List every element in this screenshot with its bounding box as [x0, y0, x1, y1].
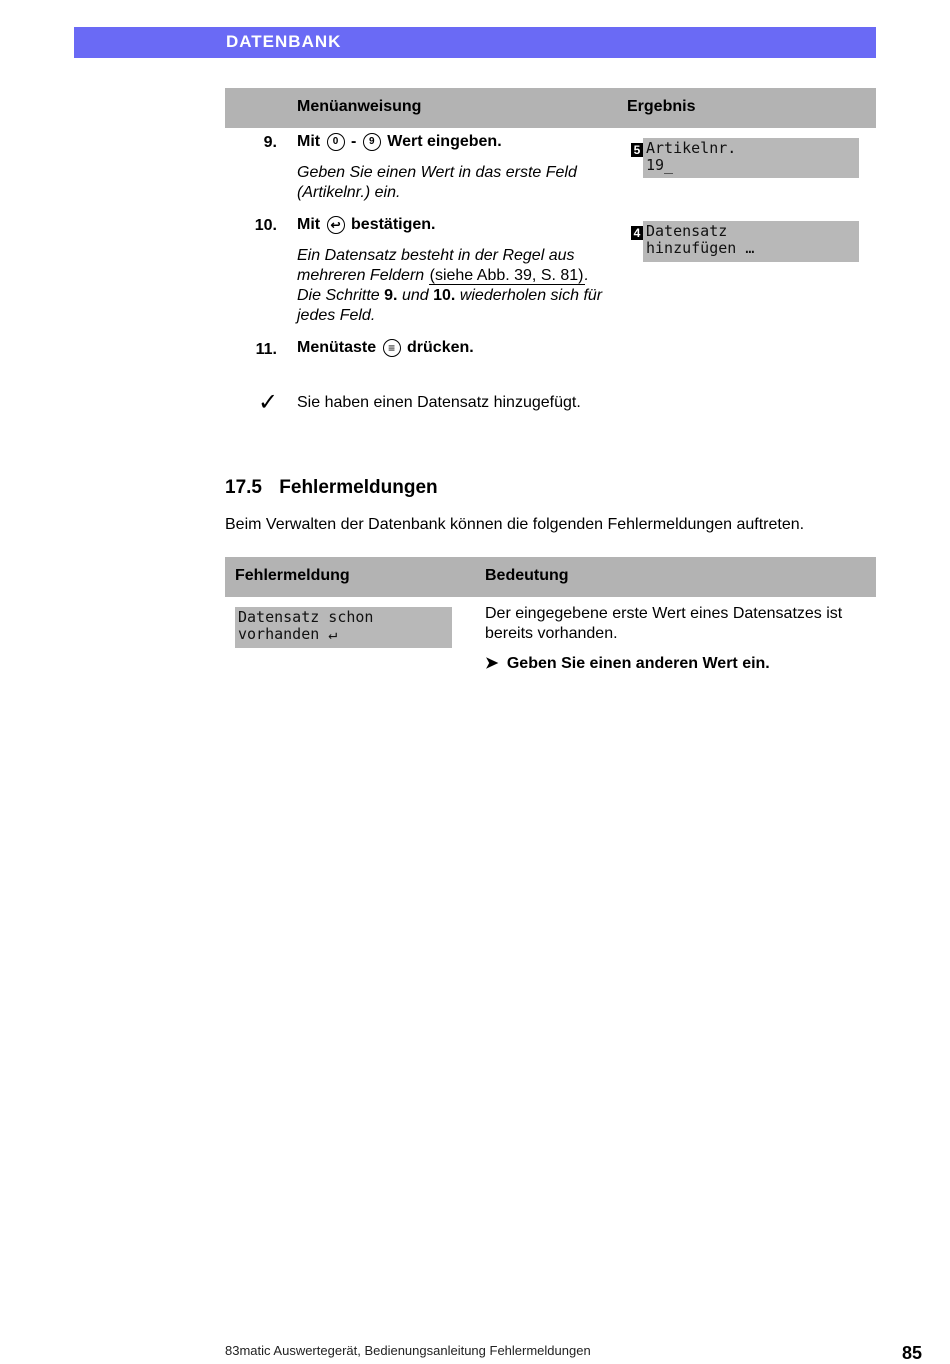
- desc-text: Ein Datensatz besteht in der Regel aus mehreren Feldern: [297, 247, 575, 284]
- desc-text: und: [401, 287, 429, 304]
- section-number: 17.5: [225, 477, 262, 498]
- lcd-display: Artikelnr. 19_: [643, 138, 859, 178]
- section-title: Fehlermeldungen: [279, 477, 438, 498]
- desc-text: . Die Schritte: [297, 267, 589, 304]
- arrow-icon: ➤: [485, 655, 499, 672]
- chapter-header-bar: [74, 27, 876, 58]
- checkmark-icon: ✓: [258, 389, 279, 416]
- figure-reference-link[interactable]: (siehe Abb. 39, S. 81): [429, 267, 584, 284]
- error-lcd-display: Datensatz schon vorhanden ↵: [235, 607, 452, 648]
- section-heading: [225, 477, 438, 499]
- lcd-display: Datensatz hinzufügen …: [643, 221, 859, 262]
- menu-key-icon: ≡: [383, 339, 401, 357]
- display-number-badge: 5: [631, 143, 643, 157]
- enter-key-icon: ↩: [327, 216, 345, 234]
- error-action: [485, 653, 770, 673]
- step-number: 10.: [254, 217, 277, 234]
- column-header-result: Ergebnis: [627, 98, 696, 115]
- dash-label: -: [351, 133, 357, 151]
- steps-table-header: [225, 88, 876, 128]
- page-number: 85: [902, 1343, 923, 1363]
- step-ref: 9.: [384, 287, 398, 304]
- display-number-badge: 4: [631, 226, 643, 240]
- step-instruction: [297, 133, 502, 151]
- column-header-instruction: Menüanweisung: [297, 98, 422, 115]
- error-table-header: [225, 557, 876, 597]
- step-description: [297, 246, 617, 326]
- step-mit-label: Mit: [297, 216, 321, 234]
- chapter-title: DATENBANK: [226, 32, 342, 51]
- step-instruction: [297, 339, 474, 357]
- step-number: 9.: [263, 134, 277, 151]
- step-action-label: drücken.: [407, 339, 474, 357]
- step-action-label: bestätigen.: [351, 216, 436, 234]
- error-action-text: Geben Sie einen anderen Wert ein.: [506, 655, 770, 672]
- key-9-icon: 9: [363, 133, 381, 151]
- step-action-label: Wert eingeben.: [387, 133, 502, 151]
- column-header-meaning: Bedeutung: [485, 567, 569, 584]
- step-description: Geben Sie einen Wert in das erste Feld (Artikelnr.) ein.: [297, 164, 577, 201]
- desc-text: wiederholen sich für jedes Feld.: [297, 287, 603, 324]
- column-header-message: Fehlermeldung: [235, 567, 350, 584]
- menu-key-label: Menütaste: [297, 339, 377, 357]
- step-instruction: [297, 216, 435, 234]
- section-intro: Beim Verwalten der Datenbank können die folgenden Fehlermeldungen auftreten.: [225, 516, 805, 533]
- key-0-icon: 0: [327, 133, 345, 151]
- step-number: 11.: [255, 341, 277, 358]
- step-ref: 10.: [433, 287, 456, 304]
- result-text: Sie haben einen Datensatz hinzugefügt.: [297, 394, 581, 411]
- error-meaning: Der eingegebene erste Wert eines Datensatzes ist bereits vorhanden.: [485, 605, 843, 642]
- footer-text: 83matic Auswertegerät, Bedienungsanleitung Fehlermeldungen: [225, 1343, 591, 1358]
- step-mit-label: Mit: [297, 133, 321, 151]
